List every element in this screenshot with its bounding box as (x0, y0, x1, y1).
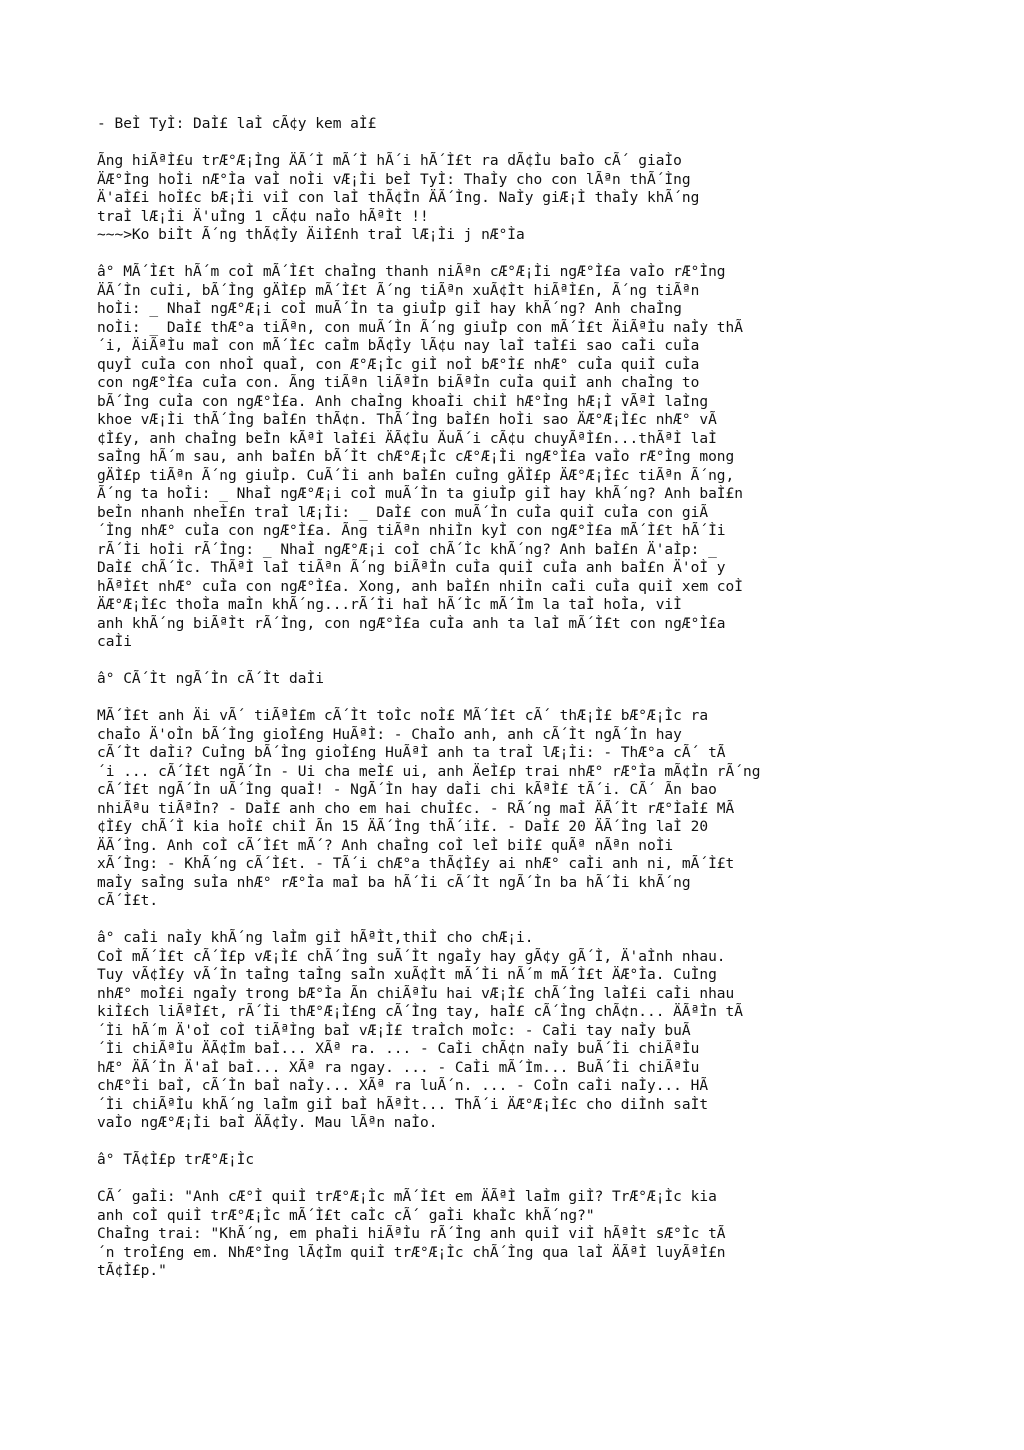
text-line: â° caÌi naÌy khÃ´ng laÌm giÌ hÃªÌt,thiÌ cho chÆ¡i. (97, 930, 534, 946)
text-line: anh coÌ quiÌ trÆ°Æ¡Ìc mÃ´Ì£t caÌc cÃ´ gaÌi khaÌc khÃ´ng?" (97, 1207, 595, 1224)
text-line: CÃ´ gaÌi: "Anh cÆ°Ì quiÌ trÆ°Æ¡Ìc mÃ´Ì£t em ÄÃªÌ laÌm giÌ? TrÆ°Æ¡Ìc kia (97, 1189, 717, 1205)
text-line: Tuy vÃ¢Ì£y vÃ´Ìn taÌng taÌng saÌn xuÃ¢Ìt mÃ´Ìi nÃ´m mÃ´Ì£t ÄÆ°Ìa. CuÌng (97, 967, 717, 983)
text-line: chaÌo Ä'oÌn bÃ´Ìng gioÌ£ng HuÃªÌ: - ChaÌo anh, anh cÃ´Ìt ngÃ´Ìn hay (97, 726, 682, 743)
text-line: kiÌ£ch liÃªÌ£t, rÃ´Ìi thÆ°Æ¡Ì£ng cÃ´Ìng tay, haÌ£ cÃ´Ìng chÃ¢n... ÄÃªÌn tÃ (97, 1004, 744, 1020)
text-line: xÃ´Ìng: - KhÃ´ng cÃ´Ì£t. - TÃ´i chÆ°a thÃ¢Ì£y ai nhÆ° caÌi anh ni, mÃ´Ì£t (97, 856, 735, 872)
text-line: Ã´ng ta hoÌi: _ NhaÌ ngÆ°Æ¡i coÌ muÃ´Ìn ta giuÌp giÌ hay khÃ´ng? Anh baÌ£n (97, 486, 744, 502)
story-paragraph-3 (97, 929, 967, 1133)
text-line: gÄÌ£p tiÃªn Ã´ng giuÌp. CuÃ´Ìi anh baÌ£n cuÌng gÄÌ£p ÄÆ°Æ¡Ì£c tiÃªn Ã´ng, (97, 467, 735, 484)
text-line: ÄÆ°Ìng hoÌi nÆ°Ìa vaÌ noÌi vÆ¡Ìi beÌ TyÌ: ThaÌy cho con lÃªn thÃ´Ìng (97, 171, 691, 188)
intro-paragraph (97, 152, 967, 245)
text-line: ChaÌng trai: "KhÃ´ng, em phaÌi hiÃªÌu rÃ´Ìng anh quiÌ viÌ hÃªÌt sÆ°Ìc tÃ (97, 1226, 726, 1242)
text-line: con ngÆ°Ì£a cuÌa con. Ãng tiÃªn liÃªÌn biÃªÌn cuÌa quiÌ anh chaÌng to (97, 375, 700, 391)
document-text (97, 115, 967, 1299)
text-line: ÄÃ´Ìn cuÌi, bÃ´Ìng gÄÌ£p mÃ´Ì£t Ã´ng tiÃªn xuÃ¢Ìt hiÃªÌ£n, Ã´ng tiÃªn (97, 282, 700, 299)
story-paragraph-2 (97, 707, 967, 911)
text-line: nhÆ° moÌ£i ngaÌy trong bÆ°Ìa Ãn chiÃªÌu hai vÆ¡Ì£ chÃ´Ìng laÌ£i caÌi nhau (97, 985, 735, 1002)
text-line: ´n troÌ£ng em. NhÆ°Ìng lÃ¢Ìm quiÌ trÆ°Æ¡Ìc chÃ´Ìng qua laÌ ÄÃªÌ luyÃªÌ£n (97, 1244, 726, 1261)
text-line: hoÌi: _ NhaÌ ngÆ°Æ¡i coÌ muÃ´Ìn ta giuÌp giÌ hay khÃ´ng? Anh chaÌng (97, 301, 682, 317)
section-heading-2 (97, 670, 967, 689)
text-line: ÄÃ´Ìng. Anh coÌ cÃ´Ì£t mÃ´? Anh chaÌng coÌ leÌ biÌ£ quÃª nÃªn noÌi (97, 837, 674, 854)
text-line: ¢Ì£y, anh chaÌng beÌn kÃªÌ laÌ£i ÄÃ¢Ìu ÄuÃ´i cÃ¢u chuyÃªÌ£n...thÃªÌ laÌ (97, 430, 717, 447)
story-paragraph-1 (97, 263, 967, 652)
text-line: ÄÆ°Æ¡Ì£c thoÌa maÌn khÃ´ng...rÃ´Ìi haÌ hÃ´Ìc mÃ´Ìm la taÌ hoÌa, viÌ (97, 597, 682, 613)
text-line: ´i ... cÃ´Ì£t ngÃ´Ìn - Ui cha meÌ£ ui, anh ÄeÌ£p trai nhÆ° rÆ°Ìa mÃ¢Ìn rÃ´ng (97, 763, 761, 780)
text-line: noÌi: _ DaÌ£ thÆ°a tiÃªn, con muÃ´Ìn Ã´ng giuÌp con mÃ´Ì£t ÄiÃªÌu naÌy thÃ (97, 319, 744, 336)
text-line: Ä'aÌ£i hoÌ£c bÆ¡Ìi viÌ con laÌ thÃ¢Ìn ÄÃ´Ìng. NaÌy giÆ¡Ì thaÌy khÃ´ng (97, 190, 700, 206)
text-line: tÃ¢Ì£p." (97, 1263, 167, 1279)
text-line: ~~~>Ko biÌt Ã´ng thÃ¢Ìy ÄiÌ£nh traÌ lÆ¡Ìi j nÆ°Ìa (97, 227, 525, 243)
text-line: quyÌ cuÌa con nhoÌ quaÌ, con Æ°Æ¡Ìc giÌ noÌ bÆ°Ì£ nhÆ° cuÌa quiÌ cuÌa (97, 356, 700, 373)
text-line: CoÌ mÃ´Ì£t cÃ´Ì£p vÆ¡Ì£ chÃ´Ìng suÃ´Ìt ngaÌy hay gÃ¢y gÃ´Ì, Ä'aÌnh nhau. (97, 948, 726, 965)
text-line: nhiÃªu tiÃªÌn? - DaÌ£ anh cho em hai chuÌ£c. - RÃ´ng maÌ ÄÃ´Ìt rÆ°ÌaÌ£ MÃ (97, 800, 735, 817)
text-line: khoe vÆ¡Ìi thÃ´Ìng baÌ£n thÃ¢n. ThÃ´Ìng baÌ£n hoÌi sao ÄÆ°Æ¡Ì£c nhÆ° vÃ (97, 412, 717, 428)
title-line (97, 115, 967, 134)
text-line: ´Ìng nhÆ° cuÌa con ngÆ°Ì£a. Ãng tiÃªn nhiÌn kyÌ con ngÆ°Ì£a mÃ´Ì£t hÃ´Ìi (97, 523, 726, 539)
story-paragraph-4 (97, 1188, 967, 1281)
text-line: caÌi (97, 634, 132, 650)
text-line: beÌn nhanh nheÌ£n traÌ lÆ¡Ìi: _ DaÌ£ con muÃ´Ìn cuÌa quiÌ cuÌa con giÃ (97, 504, 709, 521)
section-heading-4 (97, 1151, 967, 1170)
text-line: cÃ´Ì£t ngÃ´Ìn uÃ´Ìng quaÌ! - NgÃ´Ìn hay daÌi chi kÃªÌ£ tÃ´i. CÃ´ Ãn bao (97, 782, 717, 798)
text-line: maÌy saÌng suÌa nhÆ° rÆ°Ìa maÌ ba hÃ´Ìi cÃ´Ìt ngÃ´Ìn ba hÃ´Ìi khÃ´ng (97, 874, 691, 891)
text-line: bÃ´Ìng cuÌa con ngÆ°Ì£a. Anh chaÌng khoaÌi chiÌ hÆ°Ìng hÆ¡Ì vÃªÌ laÌng (97, 393, 709, 410)
text-line: ´Ìi chiÃªÌu ÄÃ¢Ìm baÌ... XÃª ra. ... - CaÌi chÃ¢n naÌy buÃ´Ìi chiÃªÌu (97, 1041, 700, 1057)
text-line: traÌ lÆ¡Ìi Ä'uÌng 1 cÃ¢u naÌo hÃªÌt !! (97, 208, 429, 225)
text-line: ´Ìi chiÃªÌu khÃ´ng laÌm giÌ baÌ hÃªÌt... ThÃ´i ÄÆ°Æ¡Ì£c cho diÌnh saÌt (97, 1096, 709, 1113)
text-line: â° TÃ¢Ì£p trÆ°Æ¡Ìc (97, 1152, 255, 1168)
text-line: rÃ´Ìi hoÌi rÃ´Ìng: _ NhaÌ ngÆ°Æ¡i coÌ chÃ´Ìc khÃ´ng? Anh baÌ£n Ä'aÌp: _ (97, 541, 717, 558)
text-line: anh khÃ´ng biÃªÌt rÃ´Ìng, con ngÆ°Ì£a cuÌa anh ta laÌ mÃ´Ì£t con ngÆ°Ì£a (97, 615, 726, 632)
text-line: ´i, ÄiÃªÌu maÌ con mÃ´Ì£c caÌm bÃ¢Ìy lÃ¢u nay laÌ taÌ£i sao caÌi cuÌa (97, 338, 700, 354)
text-line: Ãng hiÃªÌ£u trÆ°Æ¡Ìng ÄÃ´Ì mÃ´Ì hÃ´i hÃ´Ì£t ra dÃ¢Ìu baÌo cÃ´ giaÌo (97, 153, 682, 169)
text-line: cÃ´Ìt daÌi? CuÌng bÃ´Ìng gioÌ£ng HuÃªÌ anh ta traÌ lÆ¡Ìi: - ThÆ°a cÃ´ tÃ (97, 745, 726, 761)
text-line: ¢Ì£y chÃ´Ì kia hoÌ£ chiÌ Ãn 15 ÄÃ´Ìng thÃ´iÌ£. - DaÌ£ 20 ÄÃ´Ìng laÌ 20 (97, 819, 709, 835)
text-line: DaÌ£ chÃ´Ìc. ThÃªÌ laÌ tiÃªn Ã´ng biÃªÌn cuÌa quiÌ cuÌa anh baÌ£n Ä'oÌ y (97, 560, 726, 576)
text-line: vaÌo ngÆ°Æ¡Ìi baÌ ÄÃ¢Ìy. Mau lÃªn naÌo. (97, 1115, 438, 1131)
text-line: hÆ° ÄÃ´Ìn Ä'aÌ baÌ... XÃª ra ngay. ... - CaÌi mÃ´Ìm... BuÃ´Ìi chiÃªÌu (97, 1059, 700, 1076)
text-line: MÃ´Ì£t anh Äi vÃ´ tiÃªÌ£m cÃ´Ìt toÌc noÌ£ MÃ´Ì£t cÃ´ thÆ¡Ì£ bÆ°Æ¡Ìc ra (97, 708, 709, 724)
text-line: â° MÃ´Ì£t hÃ´m coÌ mÃ´Ì£t chaÌng thanh niÃªn cÆ°Æ¡Ìi ngÆ°Ì£a vaÌo rÆ°Ìng (97, 264, 726, 280)
text-line: cÃ´Ì£t. (97, 893, 159, 909)
text-line: â° CÃ´Ìt ngÃ´Ìn cÃ´Ìt daÌi (97, 671, 324, 687)
text-line: ´Ìi hÃ´m Ä'oÌ coÌ tiÃªÌng baÌ vÆ¡Ì£ traÌch moÌc: - CaÌi tay naÌy buÃ (97, 1022, 691, 1039)
text-line: hÃªÌ£t nhÆ° cuÌa con ngÆ°Ì£a. Xong, anh baÌ£n nhiÌn caÌi cuÌa quiÌ xem coÌ (97, 578, 744, 595)
text-line: - BeÌ TyÌ: DaÌ£ laÌ cÃ¢y kem aÌ£ (97, 116, 377, 132)
text-line: chÆ°Ìi baÌ, cÃ´Ìn baÌ naÌy... XÃª ra luÃ´n. ... - CoÌn caÌi naÌy... HÃ (97, 1078, 709, 1094)
text-line: saÌng hÃ´m sau, anh baÌ£n bÃ´Ìt chÆ°Æ¡Ìc cÆ°Æ¡Ìi ngÆ°Ì£a vaÌo rÆ°Ìng mong (97, 449, 735, 465)
